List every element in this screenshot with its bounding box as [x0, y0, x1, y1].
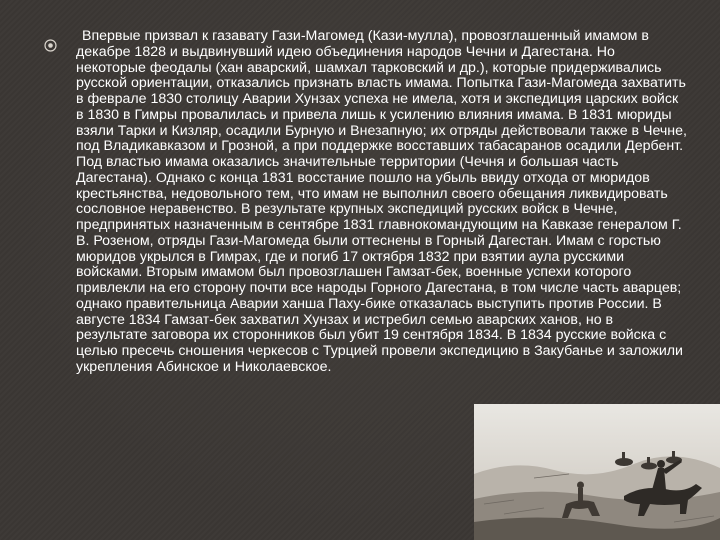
slide-body-paragraph: Впервые призвал к газавату Гази-Магомед (Кази-мулла), провозглашенный имамом в декабре 1828 и выдвинувший идею объединения народов Чечни и Дагестана. Но некоторые феодалы (хан аварский, шамхал тарковский и др.), которые придерживались русской ориентации, отказались признать власть имама. Попытка Гази-Магомеда захватить в феврале 1830 столицу Аварии Хунзах успеха не имела, хотя и экспедиция царских войск в 1830 в Гимры провалилась и привела лишь к усилению влияния имама. В 1831 мюриды взяли Тарки и Кизляр, осадили Бурную и Внезапную; их отряды действовали также в Чечне, под Владикавказом и Грозной, а при поддержке восставших табасаранов осадили Дербент. Под властью имама оказались значительные территории (Чечня и большая часть Дагестана). Однако с конца 1831 восстание пошло на убыль ввиду отхода от мюридов крестьянства, недовольного тем, что имам не выполнил своего обещания ликвидировать сословное неравенство. В результате крупных экспедиций русских войск в Чечне, предпринятых назначенным в сентябре 1831 главнокомандующим на Кавказе генералом Г. В. Розеном, отряды Гази-Магомеда были оттеснены в Горный Дагестан. Имам с горстью мюридов укрылся в Гимрах, где и погиб 17 октября 1832 при взятии аула русскими войсками. Вторым имамом был провозглашен Гамзат-бек, военные успехи которого привлекли на его сторону почти все народы Горного Дагестана, в том числе часть аварцев; однако правительница Аварии ханша Паху-бике отказалась выступить против России. В августе 1834 Гамзат-бек захватил Хунзах и истребил семью аварских ханов, но в результате заговора их сторонников был убит 19 сентября 1834. В 1834 русские войска с целью пресечь сношения черкесов с Турцией провели экспедицию в Закубанье и заложили укрепления Абинское и Николаевское.	[76, 28, 687, 375]
engraving-of-horsemen-battle-scene-icon	[474, 404, 720, 540]
circled-bullet-icon	[44, 39, 57, 52]
